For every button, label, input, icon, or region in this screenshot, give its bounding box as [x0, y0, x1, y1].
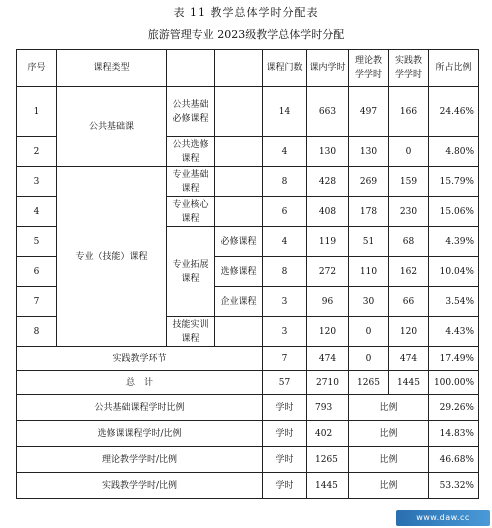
table-row	[17, 87, 479, 137]
row-theory: 497	[349, 87, 389, 137]
header-theory: 理论教学学时	[349, 50, 389, 87]
row-theory: 178	[349, 197, 389, 227]
summary-unit: 学时	[263, 395, 307, 421]
row-seq: 3	[17, 167, 57, 197]
group-public-basic: 公共基础课	[57, 87, 167, 167]
total-ratio: 100.00%	[429, 371, 479, 395]
row-subcategory: 企业课程	[215, 287, 263, 317]
row-practice: 162	[389, 257, 429, 287]
row-seq: 2	[17, 137, 57, 167]
row-seq: 1	[17, 87, 57, 137]
row-blank	[215, 137, 263, 167]
header-practice: 实践教学学时	[389, 50, 429, 87]
row-count: 4	[263, 227, 307, 257]
row-count: 8	[263, 167, 307, 197]
row-in-class: 408	[307, 197, 349, 227]
row-count: 3	[263, 287, 307, 317]
row-theory: 0	[349, 317, 389, 347]
row-ratio: 3.54%	[429, 287, 479, 317]
summary-ratio: 29.26%	[429, 395, 479, 421]
header-blank	[167, 50, 215, 87]
row-in-class: 474	[307, 347, 349, 371]
row-theory: 269	[349, 167, 389, 197]
row-ratio: 17.49%	[429, 347, 479, 371]
row-subcategory: 专业基础课程	[167, 167, 215, 197]
row-practice: 68	[389, 227, 429, 257]
row-ratio: 4.80%	[429, 137, 479, 167]
row-practice: 159	[389, 167, 429, 197]
practice-link-row	[17, 347, 479, 371]
row-count: 3	[263, 317, 307, 347]
summary-ratio-label: 比例	[349, 395, 429, 421]
total-label: 总 计	[17, 371, 263, 395]
total-count: 57	[263, 371, 307, 395]
hours-allocation-table	[16, 49, 479, 499]
row-count: 7	[263, 347, 307, 371]
summary-ratio: 14.83%	[429, 421, 479, 447]
group-professional: 专业（技能）课程	[57, 167, 167, 347]
table-caption: 表 11 教学总体学时分配表	[173, 6, 319, 19]
header-seq: 序号	[17, 50, 57, 87]
row-practice: 166	[389, 87, 429, 137]
header-count: 课程门数	[263, 50, 307, 87]
row-in-class: 96	[307, 287, 349, 317]
row-in-class: 119	[307, 227, 349, 257]
summary-row	[17, 421, 479, 447]
summary-ratio-label: 比例	[349, 421, 429, 447]
summary-value: 1445	[307, 473, 349, 499]
group-prof-ext: 专业拓展课程	[167, 227, 215, 317]
summary-label: 实践教学学时/比例	[17, 473, 263, 499]
row-subcategory: 选修课程	[215, 257, 263, 287]
row-practice: 120	[389, 317, 429, 347]
row-ratio: 15.79%	[429, 167, 479, 197]
summary-value: 1265	[307, 447, 349, 473]
row-theory: 110	[349, 257, 389, 287]
table-row	[17, 167, 479, 197]
row-ratio: 15.06%	[429, 197, 479, 227]
row-ratio: 24.46%	[429, 87, 479, 137]
row-blank	[215, 197, 263, 227]
row-seq: 8	[17, 317, 57, 347]
summary-label: 理论教学学时/比例	[17, 447, 263, 473]
row-count: 8	[263, 257, 307, 287]
summary-row	[17, 473, 479, 499]
summary-value: 793	[307, 395, 349, 421]
row-subcategory: 专业核心课程	[167, 197, 215, 227]
total-row	[17, 371, 479, 395]
row-blank	[215, 87, 263, 137]
row-count: 14	[263, 87, 307, 137]
row-in-class: 663	[307, 87, 349, 137]
row-practice: 474	[389, 347, 429, 371]
site-watermark: www.daw.cc	[396, 510, 490, 526]
row-seq: 5	[17, 227, 57, 257]
header-in-class: 课内学时	[307, 50, 349, 87]
header-row	[17, 50, 479, 87]
row-in-class: 120	[307, 317, 349, 347]
row-ratio: 4.39%	[429, 227, 479, 257]
summary-row	[17, 395, 479, 421]
total-practice: 1445	[389, 371, 429, 395]
header-blank	[215, 50, 263, 87]
summary-label: 选修课课程学时/比例	[17, 421, 263, 447]
summary-row	[17, 447, 479, 473]
total-theory: 1265	[349, 371, 389, 395]
header-ratio: 所占比例	[429, 50, 479, 87]
summary-label: 公共基础课程学时比例	[17, 395, 263, 421]
row-subcategory: 公共选修课程	[167, 137, 215, 167]
row-blank	[215, 317, 263, 347]
row-theory: 51	[349, 227, 389, 257]
summary-ratio: 46.68%	[429, 447, 479, 473]
row-seq: 4	[17, 197, 57, 227]
row-subcategory: 必修课程	[215, 227, 263, 257]
summary-unit: 学时	[263, 473, 307, 499]
summary-ratio-label: 比例	[349, 447, 429, 473]
row-practice: 0	[389, 137, 429, 167]
summary-ratio: 53.32%	[429, 473, 479, 499]
row-theory: 0	[349, 347, 389, 371]
row-seq: 7	[17, 287, 57, 317]
row-count: 4	[263, 137, 307, 167]
row-ratio: 10.04%	[429, 257, 479, 287]
row-ratio: 4.43%	[429, 317, 479, 347]
row-seq: 6	[17, 257, 57, 287]
row-in-class: 272	[307, 257, 349, 287]
row-subcategory: 公共基础必修课程	[167, 87, 215, 137]
row-count: 6	[263, 197, 307, 227]
row-theory: 130	[349, 137, 389, 167]
summary-unit: 学时	[263, 447, 307, 473]
row-blank	[215, 167, 263, 197]
row-in-class: 428	[307, 167, 349, 197]
summary-value: 402	[307, 421, 349, 447]
table-subtitle: 旅游管理专业 2023级教学总体学时分配	[147, 28, 345, 41]
summary-ratio-label: 比例	[349, 473, 429, 499]
row-in-class: 130	[307, 137, 349, 167]
summary-unit: 学时	[263, 421, 307, 447]
row-theory: 30	[349, 287, 389, 317]
row-practice: 230	[389, 197, 429, 227]
header-course-type: 课程类型	[57, 50, 167, 87]
total-in-class: 2710	[307, 371, 349, 395]
row-subcategory: 技能实训课程	[167, 317, 215, 347]
row-practice: 66	[389, 287, 429, 317]
practice-link-label: 实践教学环节	[17, 347, 263, 371]
